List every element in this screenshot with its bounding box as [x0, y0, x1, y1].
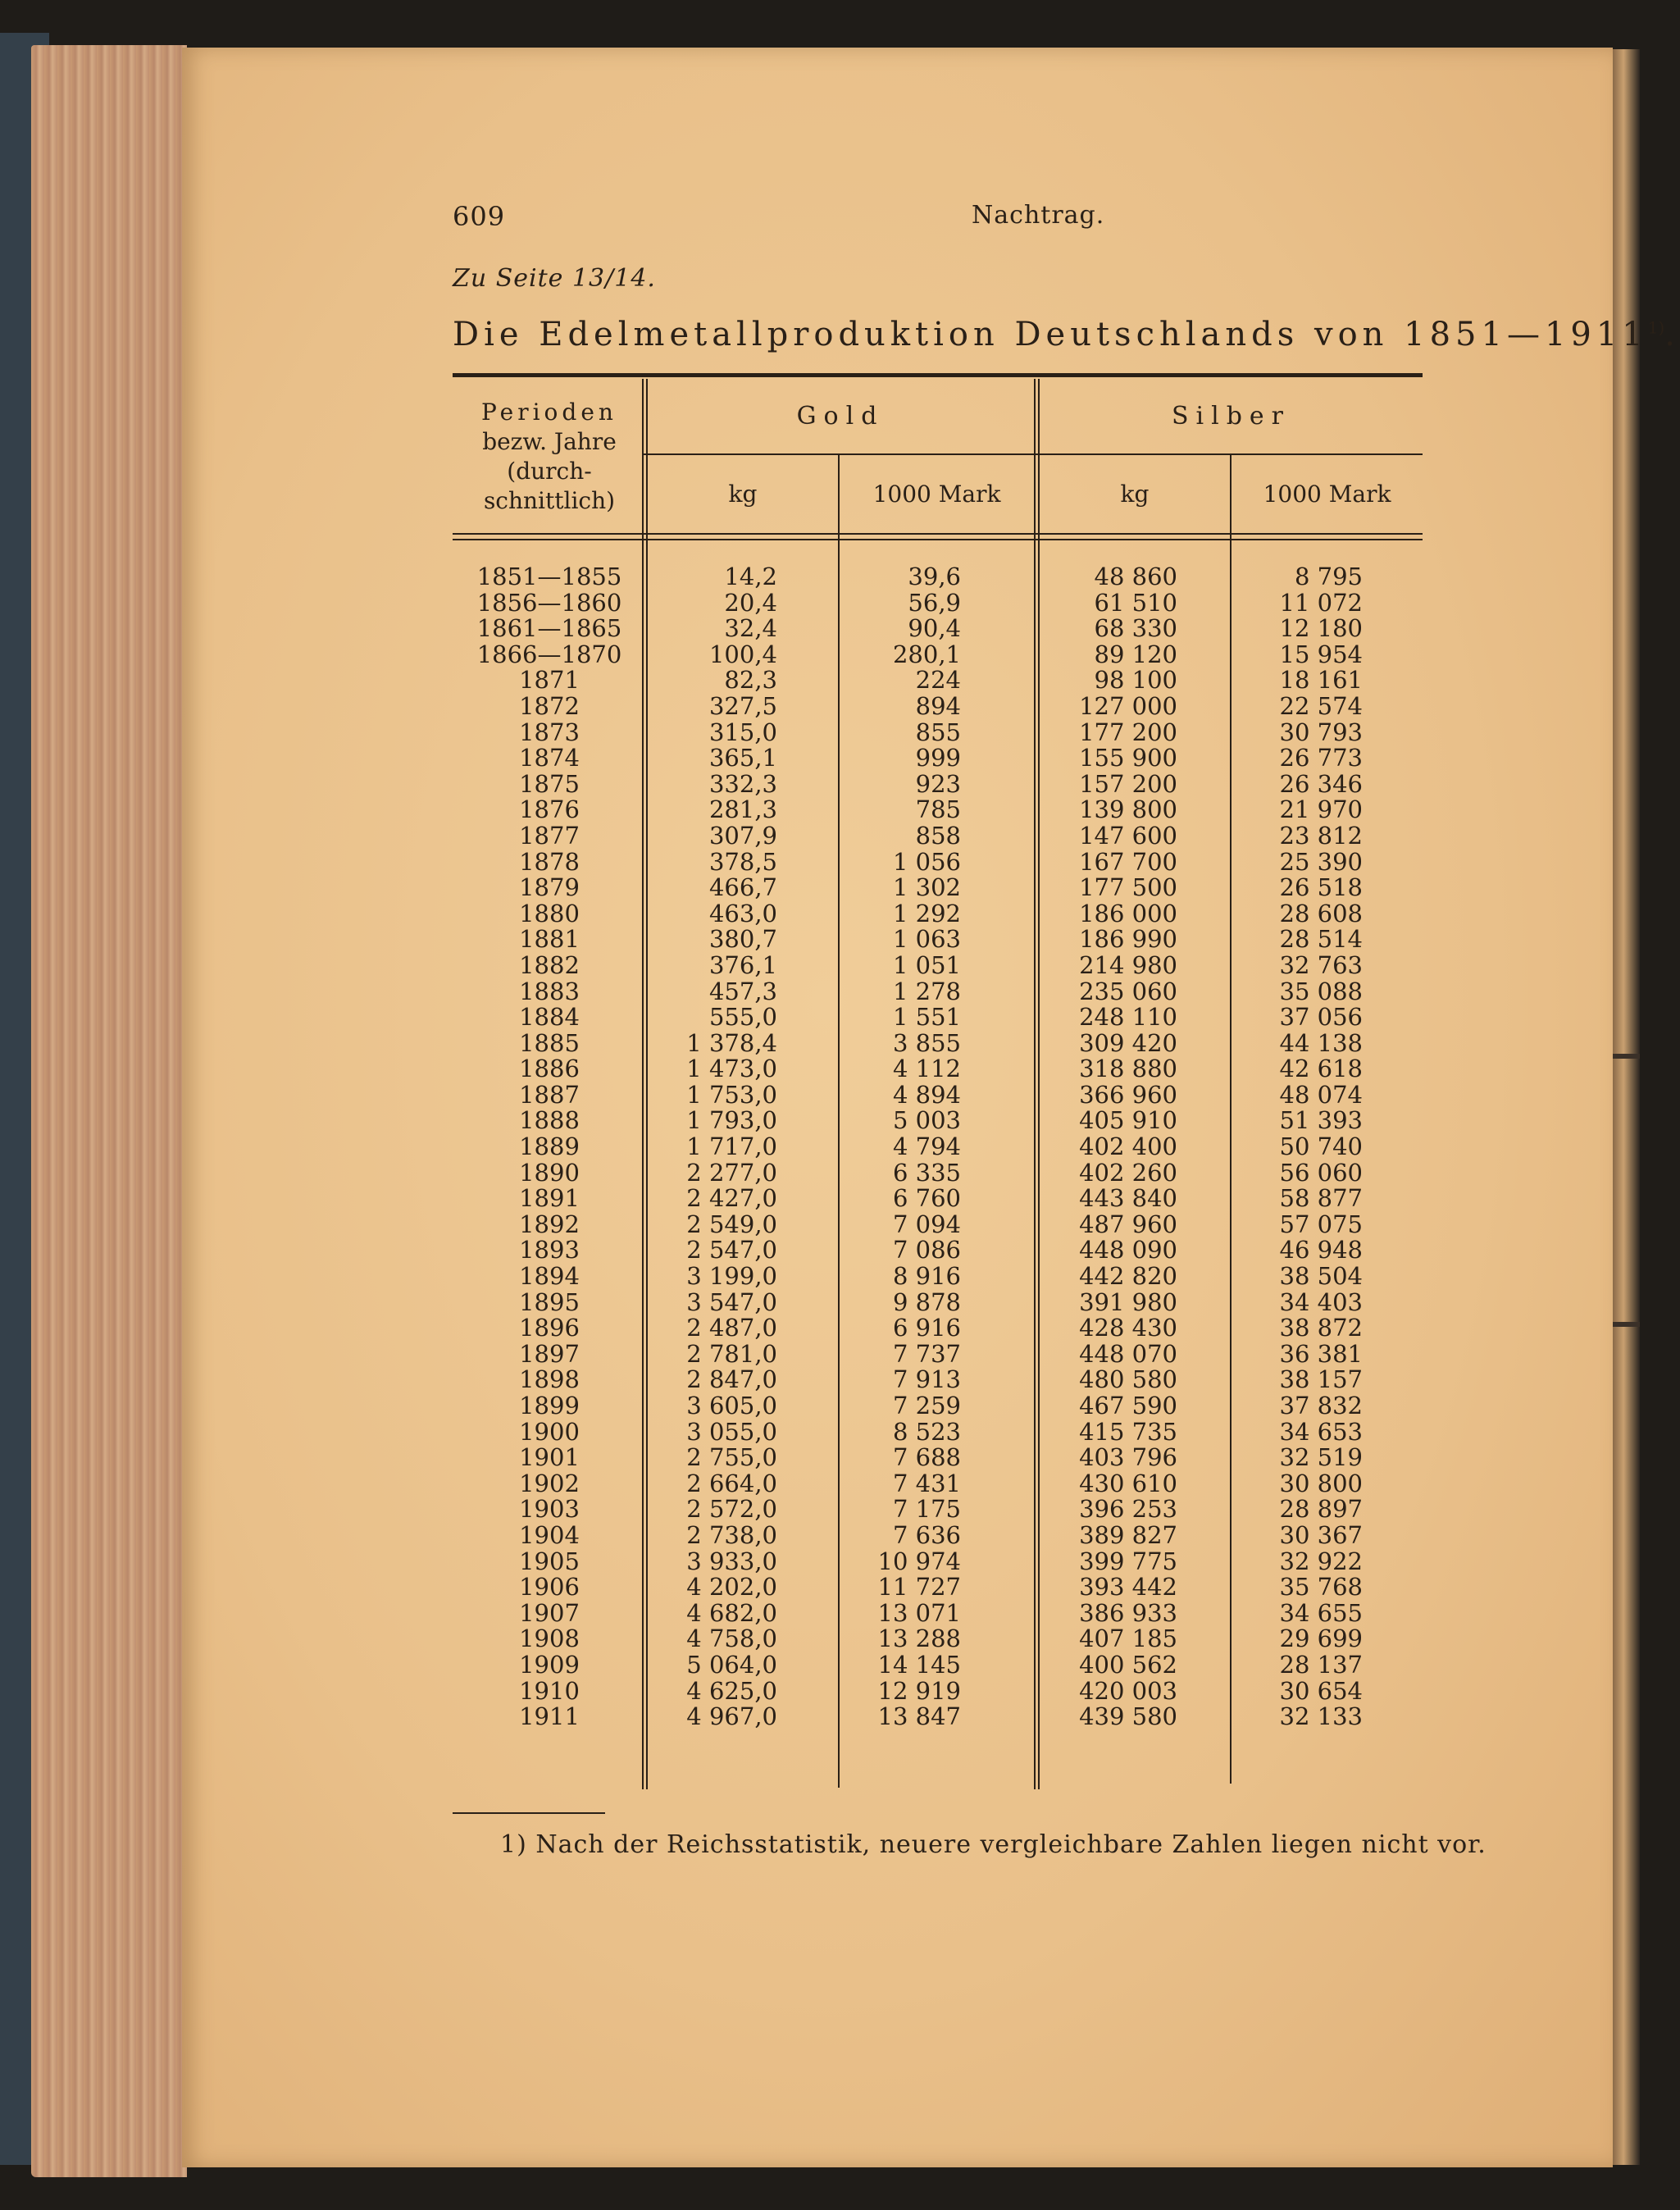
- gold-mark-cell: 4 894: [892, 1080, 961, 1109]
- gold-kg-cell: 4 682,0: [686, 1598, 777, 1627]
- gold-kg-cell: 2 572,0: [686, 1495, 777, 1524]
- period-cell: 1893: [519, 1236, 580, 1264]
- period-cell: 1895: [519, 1287, 580, 1316]
- table-row: [459, 1186, 1418, 1212]
- period-cell: 1886: [519, 1055, 580, 1083]
- gold-kg-cell: 380,7: [708, 925, 777, 954]
- gold-kg-cell: 307,9: [708, 821, 777, 850]
- period-cell: 1861—1865: [476, 614, 622, 643]
- period-header: [459, 398, 640, 516]
- silver-mark-cell: 58 877: [1279, 1184, 1363, 1213]
- period-cell: 1885: [519, 1028, 580, 1057]
- table-row: [459, 1626, 1418, 1652]
- period-header-line: bezw. Jahre: [482, 428, 617, 455]
- period-cell: 1896: [519, 1314, 580, 1342]
- gold-kg-cell: 463,0: [708, 899, 777, 927]
- footnote-rule: [453, 1812, 605, 1814]
- table-row: [459, 1160, 1418, 1187]
- gold-mark-cell: 5 003: [892, 1106, 961, 1135]
- silver-mark-cell: 37 832: [1279, 1392, 1363, 1419]
- table-row: [459, 1108, 1418, 1134]
- gold-mark-cell: 6 335: [892, 1158, 961, 1187]
- silver-kg-cell: 467 590: [1079, 1392, 1177, 1419]
- gold-mark-cell: 923: [915, 769, 961, 798]
- silver-mark-header: 1000 Mark: [1263, 481, 1391, 508]
- table-row: [459, 1676, 1418, 1705]
- top-rule: [453, 373, 1423, 377]
- gold-kg-cell: 457,3: [708, 977, 777, 1005]
- period-cell: 1911: [519, 1702, 580, 1731]
- silver-mark-cell: 30 793: [1279, 718, 1363, 746]
- subheader-rule: [644, 453, 1423, 455]
- silver-mark-cell: 32 922: [1279, 1547, 1363, 1575]
- period-cell: 1894: [519, 1262, 580, 1291]
- silver-kg-cell: 487 960: [1079, 1210, 1177, 1238]
- gold-kg-cell: 2 549,0: [686, 1210, 777, 1238]
- silver-mark-cell: 22 574: [1279, 691, 1363, 720]
- period-cell: 1910: [519, 1676, 580, 1705]
- table-row: [459, 875, 1418, 901]
- gold-kg-cell: 1 753,0: [686, 1080, 777, 1109]
- silver-mark-cell: 35 768: [1279, 1573, 1363, 1602]
- silver-mark-cell: 34 403: [1279, 1287, 1363, 1316]
- gold-mark-cell: 1 056: [892, 847, 961, 876]
- silver-mark-cell: 18 161: [1279, 666, 1363, 695]
- gold-kg-cell: 2 487,0: [686, 1314, 777, 1342]
- table-row: [459, 1652, 1418, 1679]
- running-title: Nachtrag.: [972, 201, 1105, 230]
- period-cell: 1898: [519, 1365, 580, 1394]
- table-row: [459, 1445, 1418, 1471]
- silver-kg-cell: 443 840: [1079, 1184, 1177, 1213]
- table-row: [459, 1419, 1418, 1446]
- table-row: [459, 1028, 1418, 1057]
- silver-mark-cell: 37 056: [1279, 1003, 1363, 1032]
- silver-kg-cell: 214 980: [1079, 950, 1177, 979]
- silver-kg-cell: 177 200: [1079, 718, 1177, 746]
- table-row: [459, 1134, 1418, 1160]
- running-head: [271, 201, 1418, 242]
- silver-kg-cell: 386 933: [1079, 1598, 1177, 1627]
- period-cell: 1876: [519, 795, 580, 824]
- period-header-line: Perioden: [481, 399, 617, 426]
- gold-mark-cell: 13 071: [877, 1598, 961, 1627]
- silver-mark-cell: 32 133: [1279, 1702, 1363, 1731]
- silver-mark-cell: 51 393: [1279, 1106, 1363, 1135]
- silver-kg-cell: 157 200: [1079, 769, 1177, 798]
- silver-mark-cell: 28 897: [1279, 1495, 1363, 1524]
- silver-kg-cell: 48 860: [1094, 563, 1177, 590]
- table-row: [459, 797, 1418, 823]
- table-row: [459, 1367, 1418, 1393]
- silver-kg-cell: 391 980: [1079, 1287, 1177, 1316]
- gold-kg-cell: 365,1: [708, 744, 777, 772]
- silver-kg-cell: 68 330: [1094, 614, 1177, 643]
- header-rule: [453, 533, 1423, 535]
- table-row: [459, 1287, 1418, 1316]
- footnote-mark: 1): [1647, 317, 1665, 338]
- gold-kg-cell: 4 202,0: [686, 1573, 777, 1602]
- period-cell: 1879: [519, 873, 580, 902]
- table-row: [459, 1704, 1418, 1730]
- silver-mark-cell: 56 060: [1279, 1158, 1363, 1187]
- gold-mark-cell: 10 974: [877, 1547, 961, 1575]
- silver-mark-cell: 30 654: [1279, 1676, 1363, 1705]
- gold-kg-cell: 32,4: [724, 614, 777, 643]
- silver-mark-cell: 44 138: [1279, 1028, 1363, 1057]
- period-cell: 1856—1860: [476, 588, 622, 617]
- gold-kg-cell: 2 738,0: [686, 1520, 777, 1549]
- page-number: 609: [453, 201, 506, 232]
- table-row: [459, 1574, 1418, 1601]
- silver-header: Silber: [1171, 402, 1291, 431]
- table-body: [459, 564, 1418, 1730]
- silver-mark-cell: 42 618: [1279, 1055, 1363, 1083]
- silver-mark-cell: 38 504: [1279, 1262, 1363, 1291]
- gold-mark-cell: 999: [915, 744, 961, 772]
- period-cell: 1908: [519, 1624, 580, 1653]
- gold-mark-cell: 7 913: [892, 1365, 961, 1394]
- silver-kg-cell: 407 185: [1079, 1624, 1177, 1653]
- table-row: [459, 668, 1418, 694]
- period-cell: 1900: [519, 1417, 580, 1446]
- period-header-line: (durch-: [507, 458, 592, 485]
- period-cell: 1903: [519, 1495, 580, 1524]
- silver-mark-cell: 23 812: [1279, 821, 1363, 850]
- table-row: [459, 1082, 1418, 1109]
- silver-kg-cell: 167 700: [1079, 847, 1177, 876]
- silver-mark-cell: 8 795: [1294, 563, 1363, 590]
- silver-kg-cell: 309 420: [1079, 1028, 1177, 1057]
- silver-mark-cell: 35 088: [1279, 977, 1363, 1005]
- header-rule: [453, 539, 1423, 540]
- silver-mark-cell: 28 514: [1279, 925, 1363, 954]
- table-row: [459, 691, 1418, 720]
- table-row: [459, 1315, 1418, 1342]
- silver-kg-cell: 155 900: [1079, 744, 1177, 772]
- period-cell: 1906: [519, 1573, 580, 1602]
- gold-mark-cell: 1 302: [892, 873, 961, 902]
- gold-kg-cell: 315,0: [708, 718, 777, 746]
- silver-mark-cell: 34 653: [1279, 1417, 1363, 1446]
- table-row: [459, 590, 1418, 617]
- silver-mark-cell: 26 773: [1279, 744, 1363, 772]
- gold-kg-cell: 2 847,0: [686, 1365, 777, 1394]
- gold-kg-cell: 14,2: [724, 563, 777, 590]
- silver-kg-cell: 415 735: [1079, 1417, 1177, 1446]
- silver-mark-cell: 57 075: [1279, 1210, 1363, 1238]
- gold-kg-cell: 2 755,0: [686, 1443, 777, 1472]
- gold-mark-cell: 7 259: [892, 1392, 961, 1419]
- period-cell: 1892: [519, 1210, 580, 1238]
- period-cell: 1888: [519, 1106, 580, 1135]
- gold-kg-cell: 555,0: [708, 1003, 777, 1032]
- period-cell: 1905: [519, 1547, 580, 1575]
- silver-mark-cell: 46 948: [1279, 1236, 1363, 1264]
- table-row: [459, 616, 1418, 642]
- gold-kg-cell: 281,3: [708, 795, 777, 824]
- silver-mark-cell: 11 072: [1279, 588, 1363, 617]
- gold-mark-cell: 1 292: [892, 899, 961, 927]
- period-cell: 1884: [519, 1003, 580, 1032]
- silver-kg-cell: 428 430: [1079, 1314, 1177, 1342]
- silver-mark-cell: 29 699: [1279, 1624, 1363, 1653]
- table-row: [459, 1339, 1418, 1368]
- period-cell: 1904: [519, 1520, 580, 1549]
- gold-mark-cell: 894: [915, 691, 961, 720]
- gold-mark-cell: 12 919: [877, 1676, 961, 1705]
- silver-mark-cell: 28 137: [1279, 1650, 1363, 1679]
- table-row: [459, 950, 1418, 979]
- gold-mark-cell: 13 847: [877, 1702, 961, 1731]
- silver-kg-cell: 89 120: [1094, 640, 1177, 668]
- gold-mark-cell: 14 145: [877, 1650, 961, 1679]
- silver-mark-cell: 30 367: [1279, 1520, 1363, 1549]
- gold-mark-cell: 7 086: [892, 1236, 961, 1264]
- silver-mark-cell: 32 519: [1279, 1443, 1363, 1472]
- gold-kg-cell: 4 967,0: [686, 1702, 777, 1731]
- gold-kg-cell: 3 199,0: [686, 1262, 777, 1291]
- silver-mark-cell: 48 074: [1279, 1080, 1363, 1109]
- silver-kg-cell: 430 610: [1079, 1469, 1177, 1497]
- silver-kg-header: kg: [1120, 481, 1150, 508]
- period-cell: 1887: [519, 1080, 580, 1109]
- table-row: [459, 979, 1418, 1005]
- silver-mark-cell: 28 608: [1279, 899, 1363, 927]
- silver-mark-cell: 38 157: [1279, 1365, 1363, 1394]
- silver-kg-cell: 147 600: [1079, 821, 1177, 850]
- period-cell: 1851—1855: [476, 563, 622, 590]
- table-row: [459, 1237, 1418, 1264]
- silver-kg-cell: 403 796: [1079, 1443, 1177, 1472]
- silver-mark-cell: 12 180: [1279, 614, 1363, 643]
- gold-kg-cell: 1 717,0: [686, 1132, 777, 1161]
- gold-mark-cell: 4 112: [892, 1055, 961, 1083]
- gold-kg-cell: 4 625,0: [686, 1676, 777, 1705]
- gold-kg-cell: 3 547,0: [686, 1287, 777, 1316]
- silver-mark-cell: 32 763: [1279, 950, 1363, 979]
- silver-mark-cell: 15 954: [1279, 640, 1363, 668]
- silver-kg-cell: 442 820: [1079, 1262, 1177, 1291]
- table-row: [459, 745, 1418, 772]
- gold-mark-cell: 785: [915, 795, 961, 824]
- table-row: [459, 642, 1418, 668]
- period-cell: 1883: [519, 977, 580, 1005]
- table-row: [459, 847, 1418, 876]
- period-cell: 1877: [519, 821, 580, 850]
- period-cell: 1873: [519, 718, 580, 746]
- gold-kg-cell: 1 793,0: [686, 1106, 777, 1135]
- silver-mark-cell: 25 390: [1279, 847, 1363, 876]
- silver-kg-cell: 139 800: [1079, 795, 1177, 824]
- table-row: [459, 1005, 1418, 1031]
- silver-mark-cell: 34 655: [1279, 1598, 1363, 1627]
- table-row: [459, 823, 1418, 850]
- gold-kg-cell: 378,5: [708, 847, 777, 876]
- gold-mark-cell: 8 916: [892, 1262, 961, 1291]
- gold-mark-cell: 1 063: [892, 925, 961, 954]
- silver-kg-cell: 389 827: [1079, 1520, 1177, 1549]
- silver-kg-cell: 399 775: [1079, 1547, 1177, 1575]
- period-cell: 1881: [519, 925, 580, 954]
- gold-mark-cell: 224: [915, 666, 961, 695]
- period-cell: 1889: [519, 1132, 580, 1161]
- table-row: [459, 927, 1418, 953]
- gold-kg-cell: 2 547,0: [686, 1236, 777, 1264]
- gold-mark-cell: 280,1: [892, 640, 961, 668]
- silver-kg-cell: 448 070: [1079, 1339, 1177, 1368]
- gold-mark-cell: 1 551: [892, 1003, 961, 1032]
- gold-mark-cell: 9 878: [892, 1287, 961, 1316]
- gold-kg-cell: 3 605,0: [686, 1392, 777, 1419]
- silver-kg-cell: 400 562: [1079, 1650, 1177, 1679]
- gold-mark-cell: 7 737: [892, 1339, 961, 1368]
- period-cell: 1890: [519, 1158, 580, 1187]
- gold-mark-cell: 7 094: [892, 1210, 961, 1238]
- table-row: [459, 1471, 1418, 1497]
- gold-mark-cell: 1 278: [892, 977, 961, 1005]
- period-cell: 1909: [519, 1650, 580, 1679]
- page-reference: Zu Seite 13/14.: [453, 264, 656, 293]
- table-row: [459, 564, 1418, 590]
- gold-mark-header: 1000 Mark: [872, 481, 1001, 508]
- silver-kg-cell: 396 253: [1079, 1495, 1177, 1524]
- silver-kg-cell: 235 060: [1079, 977, 1177, 1005]
- silver-mark-cell: 21 970: [1279, 795, 1363, 824]
- gold-mark-cell: 7 688: [892, 1443, 961, 1472]
- silver-kg-cell: 439 580: [1079, 1702, 1177, 1731]
- gold-kg-cell: 2 664,0: [686, 1469, 777, 1497]
- period-cell: 1907: [519, 1598, 580, 1627]
- gold-kg-cell: 3 933,0: [686, 1547, 777, 1575]
- page-stack: [31, 45, 187, 2177]
- period-cell: 1901: [519, 1443, 580, 1472]
- period-cell: 1866—1870: [476, 640, 622, 668]
- gold-kg-header: kg: [728, 481, 758, 508]
- silver-mark-cell: 50 740: [1279, 1132, 1363, 1161]
- period-cell: 1880: [519, 899, 580, 927]
- gold-kg-cell: 4 758,0: [686, 1624, 777, 1653]
- gold-mark-cell: 8 523: [892, 1417, 961, 1446]
- period-header-line: schnittlich): [483, 487, 616, 514]
- gold-header: Gold: [796, 402, 885, 431]
- gold-kg-cell: 82,3: [724, 666, 777, 695]
- facing-page-edge: [1613, 49, 1640, 2165]
- gold-kg-cell: 2 277,0: [686, 1158, 777, 1187]
- gold-mark-cell: 13 288: [877, 1624, 961, 1653]
- period-cell: 1899: [519, 1392, 580, 1419]
- table-row: [459, 901, 1418, 927]
- period-cell: 1882: [519, 950, 580, 979]
- silver-kg-cell: 448 090: [1079, 1236, 1177, 1264]
- gold-kg-cell: 2 781,0: [686, 1339, 777, 1368]
- silver-kg-cell: 61 510: [1094, 588, 1177, 617]
- gold-mark-cell: 56,9: [908, 588, 961, 617]
- silver-mark-cell: 26 346: [1279, 769, 1363, 798]
- period-cell: 1878: [519, 847, 580, 876]
- period-cell: 1891: [519, 1184, 580, 1213]
- gold-mark-cell: 11 727: [877, 1573, 961, 1602]
- table-row: [459, 1393, 1418, 1419]
- gold-kg-cell: 327,5: [708, 691, 777, 720]
- table-row: [459, 1264, 1418, 1290]
- gold-kg-cell: 20,4: [724, 588, 777, 617]
- gold-kg-cell: 376,1: [708, 950, 777, 979]
- silver-kg-cell: 177 500: [1079, 873, 1177, 902]
- silver-mark-cell: 26 518: [1279, 873, 1363, 902]
- gold-mark-cell: 90,4: [908, 614, 961, 643]
- table-title-text: Die Edelmetallproduktion Deutschlands von 1851—1911: [453, 316, 1648, 353]
- table-row: [459, 1056, 1418, 1082]
- table-row: [459, 1520, 1418, 1549]
- silver-kg-cell: 186 990: [1079, 925, 1177, 954]
- silver-kg-cell: 402 260: [1079, 1158, 1177, 1187]
- gold-mark-cell: 1 051: [892, 950, 961, 979]
- gold-mark-cell: 6 916: [892, 1314, 961, 1342]
- silver-mark-cell: 30 800: [1279, 1469, 1363, 1497]
- period-cell: 1875: [519, 769, 580, 798]
- table-title: Die Edelmetallproduktion Deutschlands von 1851—1911$^{1)}$.: [453, 316, 1680, 353]
- period-cell: 1874: [519, 744, 580, 772]
- footnote: 1) Nach der Reichsstatistik, neuere vergleichbare Zahlen liegen nicht vor.: [500, 1830, 1487, 1859]
- silver-kg-cell: 127 000: [1079, 691, 1177, 720]
- silver-kg-cell: 98 100: [1094, 666, 1177, 695]
- table-row: [459, 1497, 1418, 1523]
- silver-kg-cell: 318 880: [1079, 1055, 1177, 1083]
- period-cell: 1872: [519, 691, 580, 720]
- silver-kg-cell: 480 580: [1079, 1365, 1177, 1394]
- silver-mark-cell: 36 381: [1279, 1339, 1363, 1368]
- silver-kg-cell: 393 442: [1079, 1573, 1177, 1602]
- silver-kg-cell: 402 400: [1079, 1132, 1177, 1161]
- gold-kg-cell: 1 473,0: [686, 1055, 777, 1083]
- gold-mark-cell: 39,6: [908, 563, 961, 590]
- gold-mark-cell: 7 431: [892, 1469, 961, 1497]
- silver-kg-cell: 405 910: [1079, 1106, 1177, 1135]
- binding-clip: [1613, 1322, 1640, 1327]
- gold-mark-cell: 7 636: [892, 1520, 961, 1549]
- gold-kg-cell: 2 427,0: [686, 1184, 777, 1213]
- gold-kg-cell: 3 055,0: [686, 1417, 777, 1446]
- gold-mark-cell: 4 794: [892, 1132, 961, 1161]
- gold-mark-cell: 6 760: [892, 1184, 961, 1213]
- gold-kg-cell: 5 064,0: [686, 1650, 777, 1679]
- gold-kg-cell: 466,7: [708, 873, 777, 902]
- table-row: [459, 1549, 1418, 1575]
- silver-kg-cell: 248 110: [1079, 1003, 1177, 1032]
- silver-kg-cell: 420 003: [1079, 1676, 1177, 1705]
- period-cell: 1902: [519, 1469, 580, 1497]
- gold-kg-cell: 332,3: [708, 769, 777, 798]
- gold-mark-cell: 3 855: [892, 1028, 961, 1057]
- period-cell: 1897: [519, 1339, 580, 1368]
- binding-clip: [1613, 1054, 1640, 1059]
- table-row: [459, 1212, 1418, 1238]
- silver-mark-cell: 38 872: [1279, 1314, 1363, 1342]
- table-row: [459, 720, 1418, 746]
- table-row: [459, 1598, 1418, 1627]
- gold-mark-cell: 855: [915, 718, 961, 746]
- gold-kg-cell: 100,4: [708, 640, 777, 668]
- gold-mark-cell: 7 175: [892, 1495, 961, 1524]
- silver-kg-cell: 186 000: [1079, 899, 1177, 927]
- gold-kg-cell: 1 378,4: [686, 1028, 777, 1057]
- silver-kg-cell: 366 960: [1079, 1080, 1177, 1109]
- gold-mark-cell: 858: [915, 821, 961, 850]
- period-cell: 1871: [519, 666, 580, 695]
- table-row: [459, 769, 1418, 798]
